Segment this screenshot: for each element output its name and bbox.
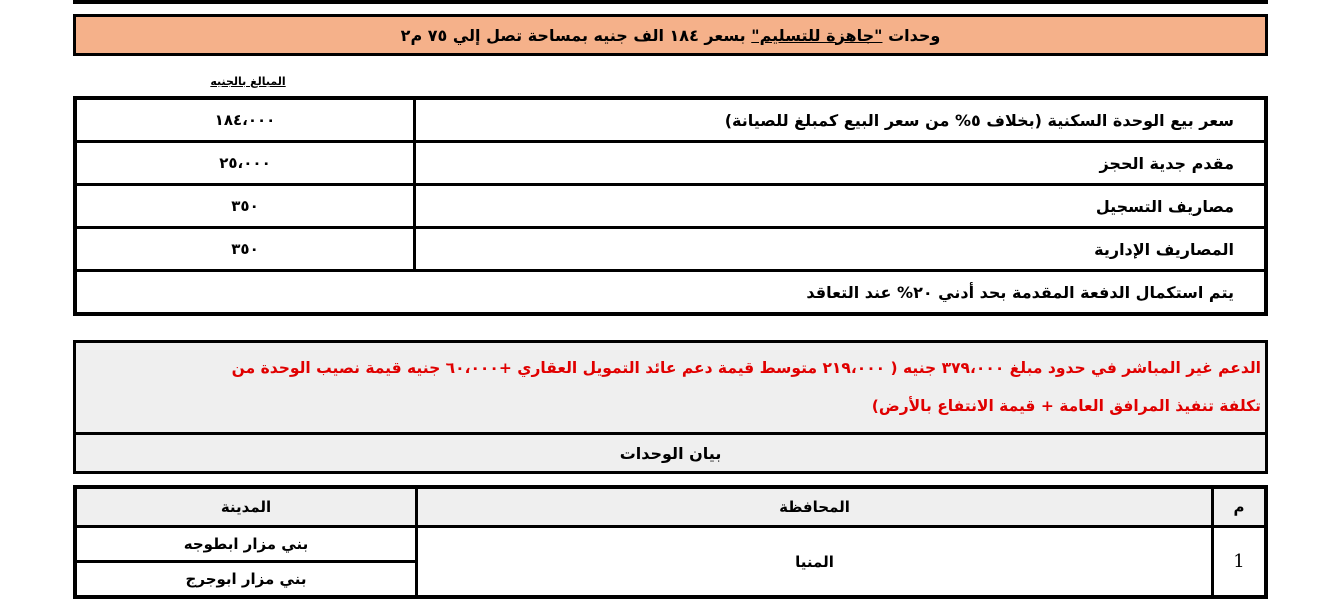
units-section-title: بيان الوحدات <box>73 432 1268 474</box>
banner-prefix: وحدات <box>888 25 941 45</box>
completion-note: يتم استكمال الدفعة المقدمة بحد أدني ٢٠% عند التعاقد <box>75 271 1266 315</box>
fee-label: مصاريف التسجيل <box>415 185 1267 228</box>
fee-row <box>75 98 1266 142</box>
governorate-cell: المنيا <box>417 527 1213 598</box>
header-city: المدينة <box>75 487 417 527</box>
city-cell: بني مزار ابوجرج <box>75 562 417 598</box>
units-table <box>73 485 1268 599</box>
offer-banner <box>73 14 1268 56</box>
fee-label: المصاريف الإدارية <box>415 228 1267 271</box>
indirect-support-box <box>73 340 1268 442</box>
fee-label: سعر بيع الوحدة السكنية (بخلاف ٥% من سعر البيع كمبلغ للصيانة) <box>415 98 1267 142</box>
fee-value: ٣٥٠ <box>75 228 415 271</box>
support-line-1: الدعم غير المباشر في حدود مبلغ ٣٧٩،٠٠٠ جنيه ( ٢١٩،٠٠٠ متوسط قيمة دعم عائد التمويل العقاري +٦٠،٠٠٠ جنيه قيمة نصيب الوحدة من <box>231 359 1261 377</box>
fees-table <box>73 96 1268 316</box>
banner-suffix: بسعر ١٨٤ الف جنيه بمساحة تصل إلي ٧٥ م٢ <box>400 25 746 45</box>
fee-row <box>75 185 1266 228</box>
top-rule <box>73 0 1268 4</box>
fee-row <box>75 142 1266 185</box>
fee-value: ٢٥،٠٠٠ <box>75 142 415 185</box>
city-cell: بني مزار ابطوجه <box>75 527 417 562</box>
units-header-row <box>75 487 1266 527</box>
row-number-cell: 1 <box>1213 527 1267 598</box>
fee-value: ١٨٤،٠٠٠ <box>75 98 415 142</box>
fee-row <box>75 228 1266 271</box>
fee-label: مقدم جدية الحجز <box>415 142 1267 185</box>
banner-highlight: "جاهزة للتسليم" <box>751 25 883 45</box>
fee-value: ٣٥٠ <box>75 185 415 228</box>
header-governorate: المحافظة <box>417 487 1213 527</box>
support-line-2: تكلفة تنفيذ المرافق العامة + قيمة الانتفاع بالأرض) <box>871 397 1261 415</box>
table-row <box>75 527 1266 562</box>
currency-note: المبالغ بالجنيه <box>210 75 286 88</box>
header-number: م <box>1213 487 1267 527</box>
completion-row <box>75 271 1266 315</box>
